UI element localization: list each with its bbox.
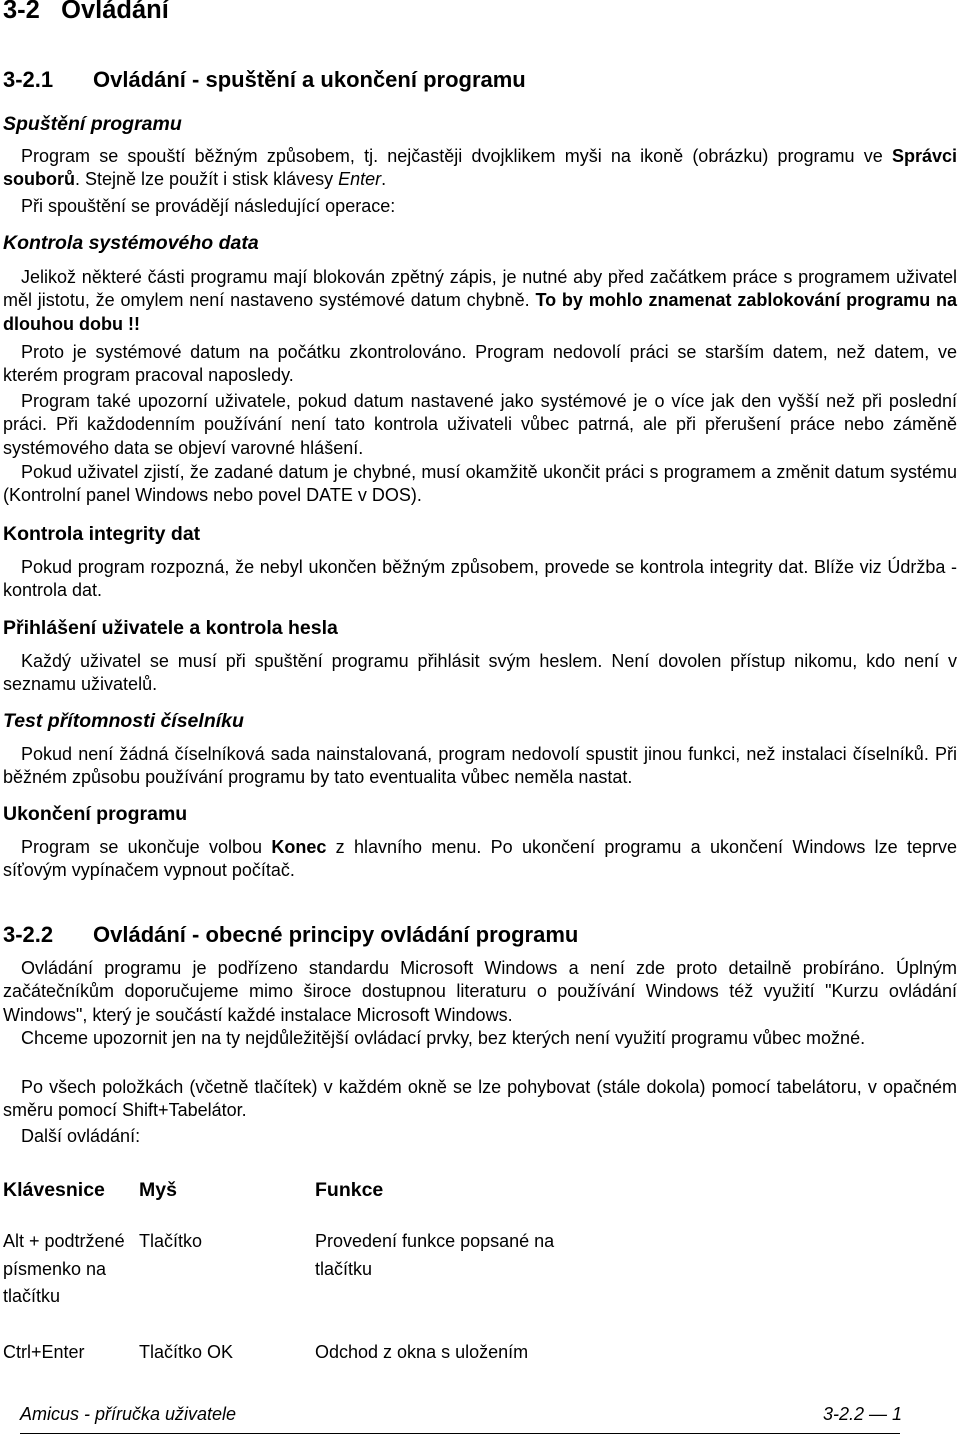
subheading-integrity: Kontrola integrity dat [3,523,201,545]
table-cell: Tlačítko OK [139,1342,234,1362]
table-cell: Ctrl+Enter [3,1342,85,1362]
paragraph-exit: Program se ukončuje volbou Konec z hlavního menu. Po ukončení programu a ukončení Windows lze teprve síťovým vypínačem vypnout počítač. [3,837,957,881]
table-header-function: Funkce [315,1179,384,1201]
subheading-codebook: Test přítomnosti číselníku [3,710,244,732]
footer-divider [20,1433,900,1434]
table-cell: Tlačítko [139,1231,203,1251]
paragraph-start-2: Při spouštění se provádějí následující operace: [21,196,396,216]
section-number: 3-2.1 [3,67,54,92]
paragraph-integrity: Pokud program rozpozná, že nebyl ukončen běžným způsobem, provede se kontrola integrity dat. Blíže viz Údržba - kontrola dat. [3,557,957,601]
paragraph-codebook: Pokud není žádná číselníková sada nainstalovaná, program nedovolí spustit jinou funkci, než instalaci číselníků. Při běžném způsobu používání programu by tato eventualita vůbec neměla nastat. [3,744,957,788]
section-title: Ovládání - spuštění a ukončení programu [93,67,526,92]
table-header-keyboard: Klávesnice [3,1179,105,1201]
table-cell: Alt + podtržené písmenko na tlačítku [3,1231,125,1307]
paragraph-date-1: Jelikož některé části programu mají blokován zpětný zápis, je nutné aby před začátkem práce s programem uživatel měl jistotu, že omylem není nastaveno systémové datum chybně. To by mohlo znamenat zablokování programu na dlouhou dobu !! [3,267,957,334]
section-number: 3-2.2 [3,922,54,947]
paragraph-date-4: Pokud uživatel zjistí, že zadané datum je chybné, musí okamžitě ukončit práci s programem a změnit datum systému (Kontrolní panel Windows nebo povel DATE v DOS). [3,462,957,506]
section-heading-3-2-1 [3,67,526,93]
table-cell: Provedení funkce popsané na tlačítku [315,1231,555,1279]
footer-page-number: 3-2.2 — 1 [822,1404,902,1424]
paragraph-general-2: Chceme upozornit jen na ty nejdůležitější ovládací prvky, bez kterých není využití programu vůbec možné. [21,1028,866,1048]
paragraph-login: Každý uživatel se musí při spuštění programu přihlásit svým heslem. Není dovolen přístup nikomu, kdo není v seznamu uživatelů. [3,651,957,695]
paragraph-general-3: Po všech položkách (včetně tlačítek) v každém okně se lze pohybovat (stále dokola) pomocí tabelátoru, v opačném směru pomocí Shift+Tabelátor. [3,1077,957,1121]
section-heading-3-2-2 [3,922,578,948]
chapter-title: 3-2 Ovládání [3,0,169,24]
subheading-login: Přihlášení uživatele a kontrola hesla [3,617,338,639]
paragraph-general-4: Další ovládání: [21,1126,141,1146]
subheading-start: Spuštění programu [3,113,182,135]
subheading-exit: Ukončení programu [3,803,188,825]
paragraph-general-1: Ovládání programu je podřízeno standardu Microsoft Windows a není zde proto detailně probíráno. Úplným začátečníkům doporučujeme mimo široce dostupnou literaturu o používání Windows též využití "Kurzu ovládání Windows", který je součástí každé instalace Microsoft Windows. [3,958,957,1025]
paragraph-start-1: Program se spouští běžným způsobem, tj. nejčastěji dvojklikem myši na ikoně (obrázku) programu ve Správci souborů. Stejně lze použít i stisk klávesy Enter. [3,146,957,190]
paragraph-date-3: Program také upozorní uživatele, pokud datum nastavené jako systémové je o více jak den vyšší než při poslední práci. Při každodenním používání není tato kontrola uživateli vůbec patrná, ale při přerušení práce nebo záměně systémového data se objeví varovné hlášení. [3,391,957,458]
table-cell: Odchod z okna s uložením [315,1342,529,1362]
footer-title: Amicus - příručka uživatele [20,1404,237,1424]
table-header-mouse: Myš [139,1179,177,1201]
paragraph-date-2: Proto je systémové datum na počátku zkontrolováno. Program nedovolí práci se starším datem, než datem, ve kterém program pracoval naposledy. [3,342,957,386]
subheading-date-check: Kontrola systémového data [3,232,259,254]
section-title: Ovládání - obecné principy ovládání programu [93,922,579,947]
